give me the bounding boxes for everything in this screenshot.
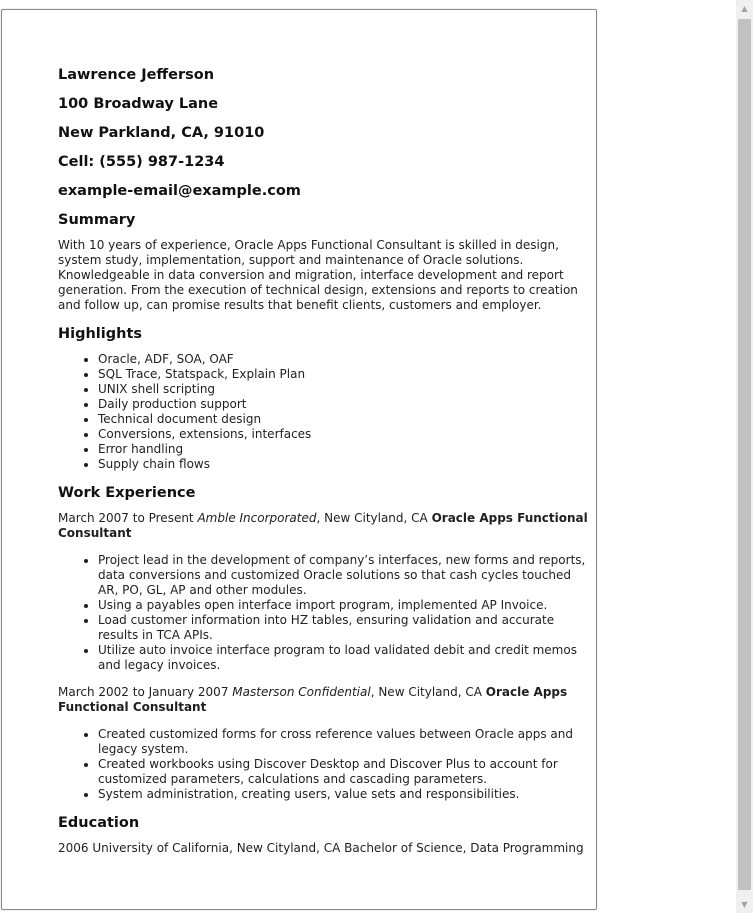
job-company: Masterson Confidential xyxy=(232,685,371,699)
job-company: Amble Incorporated xyxy=(197,511,317,525)
highlight-item: • Supply chain flows xyxy=(98,457,588,472)
contact-address: 100 Broadway Lane xyxy=(58,96,219,112)
highlight-item: • Oracle, ADF, SOA, OAF xyxy=(98,352,588,367)
highlights-list xyxy=(58,352,588,472)
highlight-item: • Error handling xyxy=(98,442,588,457)
job-bullet: • Project lead in the development of company’s interfaces, new forms and reports, data conversions and customized Oracle solutions so that cash cycles touched AR, PO, GL, AP and other modules. xyxy=(98,553,588,598)
job-2-bullets xyxy=(58,727,588,802)
job-bullet: • System administration, creating users, value sets and responsibilities. xyxy=(98,787,588,802)
scroll-up-arrow-icon[interactable]: ▲ xyxy=(741,4,748,13)
job-entry-1 xyxy=(58,511,588,541)
contact-cell: Cell: (555) 987-1234 xyxy=(58,154,225,170)
highlight-item: • UNIX shell scripting xyxy=(98,382,588,397)
contact-city: New Parkland, CA, 91010 xyxy=(58,125,265,141)
job-dates: March 2007 to Present xyxy=(58,511,194,525)
resume-content xyxy=(58,66,588,868)
job-dates: March 2002 to January 2007 xyxy=(58,685,229,699)
job-location: , New Cityland, CA xyxy=(370,685,482,699)
highlight-item: • Conversions, extensions, interfaces xyxy=(98,427,588,442)
contact-email: example-email@example.com xyxy=(58,183,301,199)
summary-heading: Summary xyxy=(58,212,136,228)
job-bullet: • Created customized forms for cross reference values between Oracle apps and legacy system. xyxy=(98,727,588,757)
job-bullet: • Utilize auto invoice interface program to load validated debit and credit memos and legacy invoices. xyxy=(98,643,588,673)
resume-document xyxy=(1,9,597,910)
highlight-item: • SQL Trace, Statspack, Explain Plan xyxy=(98,367,588,382)
job-1-bullets xyxy=(58,553,588,673)
highlights-heading: Highlights xyxy=(58,326,143,342)
summary-text: With 10 years of experience, Oracle Apps Functional Consultant is skilled in design, system study, implementation, support and maintenance of Oracle solutions. Knowledgeable in data conversion and migration, interface development and report generation. From the execution of technical design, extensions and reports to creation and follow up, can promise results that benefit clients, customers and employer. xyxy=(58,238,578,312)
job-title: Oracle Apps Functional Consultant xyxy=(58,685,568,714)
contact-name: Lawrence Jefferson xyxy=(58,67,215,83)
highlight-item: • Technical document design xyxy=(98,412,588,427)
job-location: , New Cityland, CA xyxy=(316,511,428,525)
work-experience-heading: Work Experience xyxy=(58,485,196,501)
education-heading: Education xyxy=(58,815,140,831)
scroll-thumb[interactable] xyxy=(738,19,751,890)
job-title: Oracle Apps Functional Consultant xyxy=(58,511,588,540)
job-bullet: • Load customer information into HZ tables, ensuring validation and accurate results in TCA APIs. xyxy=(98,613,588,643)
education-text: 2006 University of California, New Cityland, CA Bachelor of Science, Data Programming xyxy=(58,841,584,855)
scroll-down-arrow-icon[interactable]: ▼ xyxy=(741,900,748,909)
vertical-scrollbar[interactable] xyxy=(736,0,753,913)
highlight-item: • Daily production support xyxy=(98,397,588,412)
job-bullet: • Using a payables open interface import program, implemented AP Invoice. xyxy=(98,598,588,613)
job-bullet: • Created workbooks using Discover Desktop and Discover Plus to account for customized parameters, calculations and cascading parameters. xyxy=(98,757,588,787)
job-entry-2 xyxy=(58,685,588,715)
